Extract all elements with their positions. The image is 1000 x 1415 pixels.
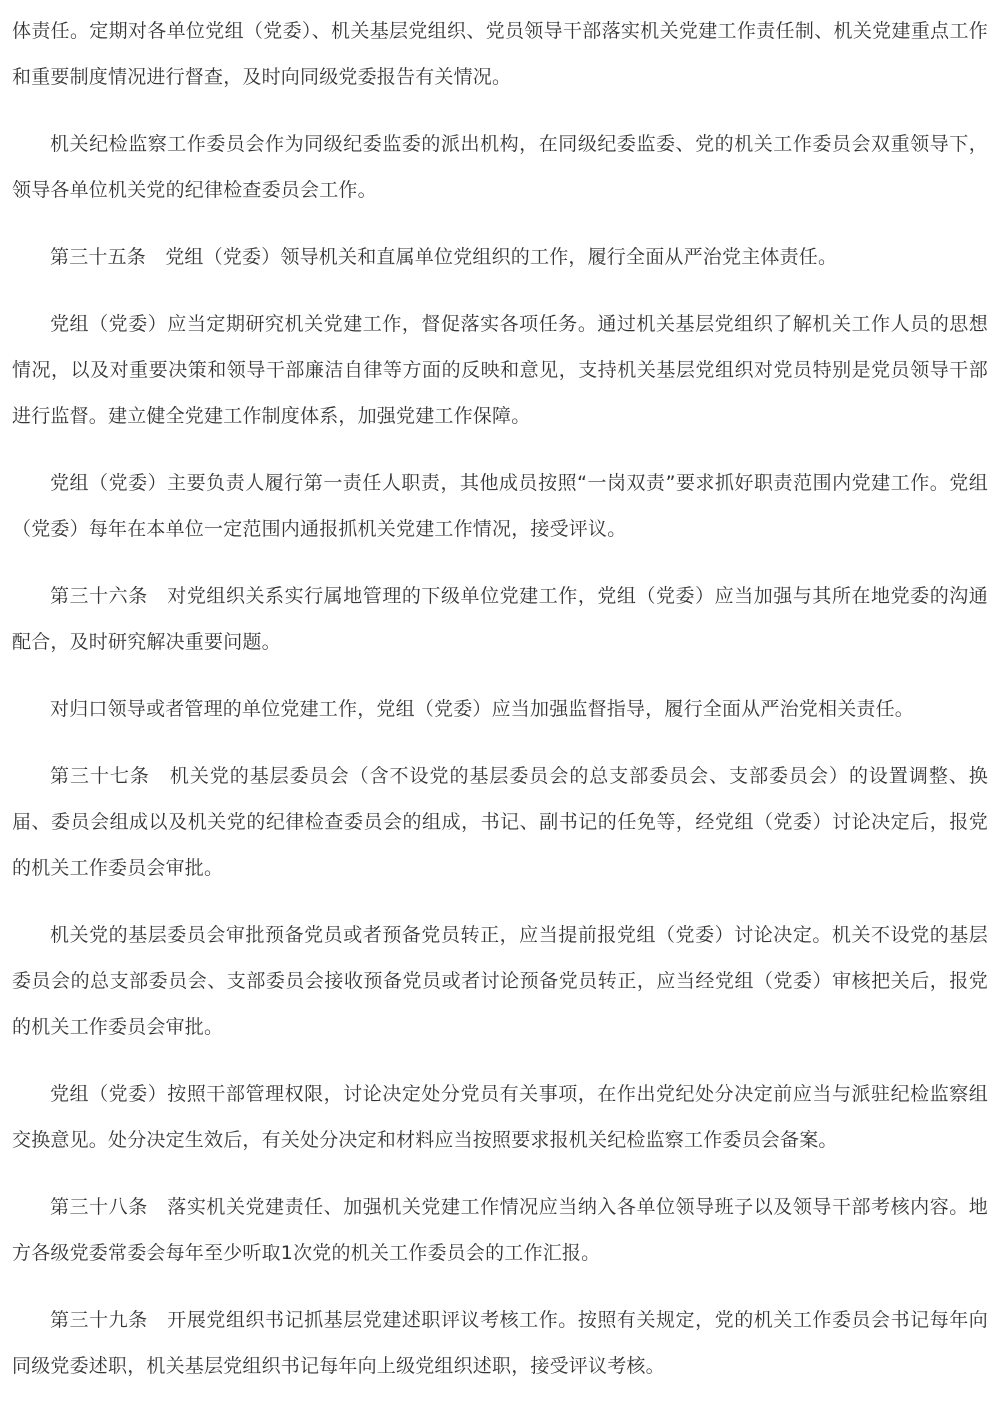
paragraph: 党组（党委）按照干部管理权限，讨论决定处分党员有关事项，在作出党纪处分决定前应当与派驻纪检监察组交换意见。处分决定生效后，有关处分决定和材料应当按照要求报机关纪检监察工作委员会备案。: [12, 1083, 988, 1151]
paragraph-continued: 体责任。定期对各单位党组（党委）、机关基层党组织、党员领导干部落实机关党建工作责任制、机关党建重点工作和重要制度情况进行督查，及时向同级党委报告有关情况。: [12, 20, 988, 88]
paragraph: 机关纪检监察工作委员会作为同级纪委监委的派出机构，在同级纪委监委、党的机关工作委员会双重领导下，领导各单位机关党的纪律检查委员会工作。: [12, 133, 988, 201]
article-37-paragraph: 第三十七条 机关党的基层委员会（含不设党的基层委员会的总支部委员会、支部委员会）的设置调整、换届、委员会组成以及机关党的纪律检查委员会的组成，书记、副书记的任免等，经党组（党委）讨论决定后，报党的机关工作委员会审批。: [12, 765, 988, 879]
article-38-paragraph: 第三十八条 落实机关党建责任、加强机关党建工作情况应当纳入各单位领导班子以及领导干部考核内容。地方各级党委常委会每年至少听取1次党的机关工作委员会的工作汇报。: [12, 1196, 988, 1264]
article-35-paragraph: 第三十五条 党组（党委）领导机关和直属单位党组织的工作，履行全面从严治党主体责任。: [50, 246, 838, 268]
paragraph: 机关党的基层委员会审批预备党员或者预备党员转正，应当提前报党组（党委）讨论决定。机关不设党的基层委员会的总支部委员会、支部委员会接收预备党员或者讨论预备党员转正，应当经党组（党委）审核把关后，报党的机关工作委员会审批。: [12, 924, 988, 1038]
paragraph: 党组（党委）主要负责人履行第一责任人职责，其他成员按照“一岗双责”要求抓好职责范围内党建工作。党组（党委）每年在本单位一定范围内通报抓机关党建工作情况，接受评议。: [12, 472, 988, 540]
paragraph: 对归口领导或者管理的单位党建工作，党组（党委）应当加强监督指导，履行全面从严治党相关责任。: [50, 698, 915, 720]
paragraph: 党组（党委）应当定期研究机关党建工作，督促落实各项任务。通过机关基层党组织了解机关工作人员的思想情况，以及对重要决策和领导干部廉洁自律等方面的反映和意见，支持机关基层党组织对党员特别是党员领导干部进行监督。建立健全党建工作制度体系，加强党建工作保障。: [12, 313, 988, 427]
article-39-paragraph: 第三十九条 开展党组织书记抓基层党建述职评议考核工作。按照有关规定，党的机关工作委员会书记每年向同级党委述职，机关基层党组织书记每年向上级党组织述职，接受评议考核。: [12, 1309, 988, 1377]
article-36-paragraph: 第三十六条 对党组织关系实行属地管理的下级单位党建工作，党组（党委）应当加强与其所在地党委的沟通配合，及时研究解决重要问题。: [12, 585, 988, 653]
